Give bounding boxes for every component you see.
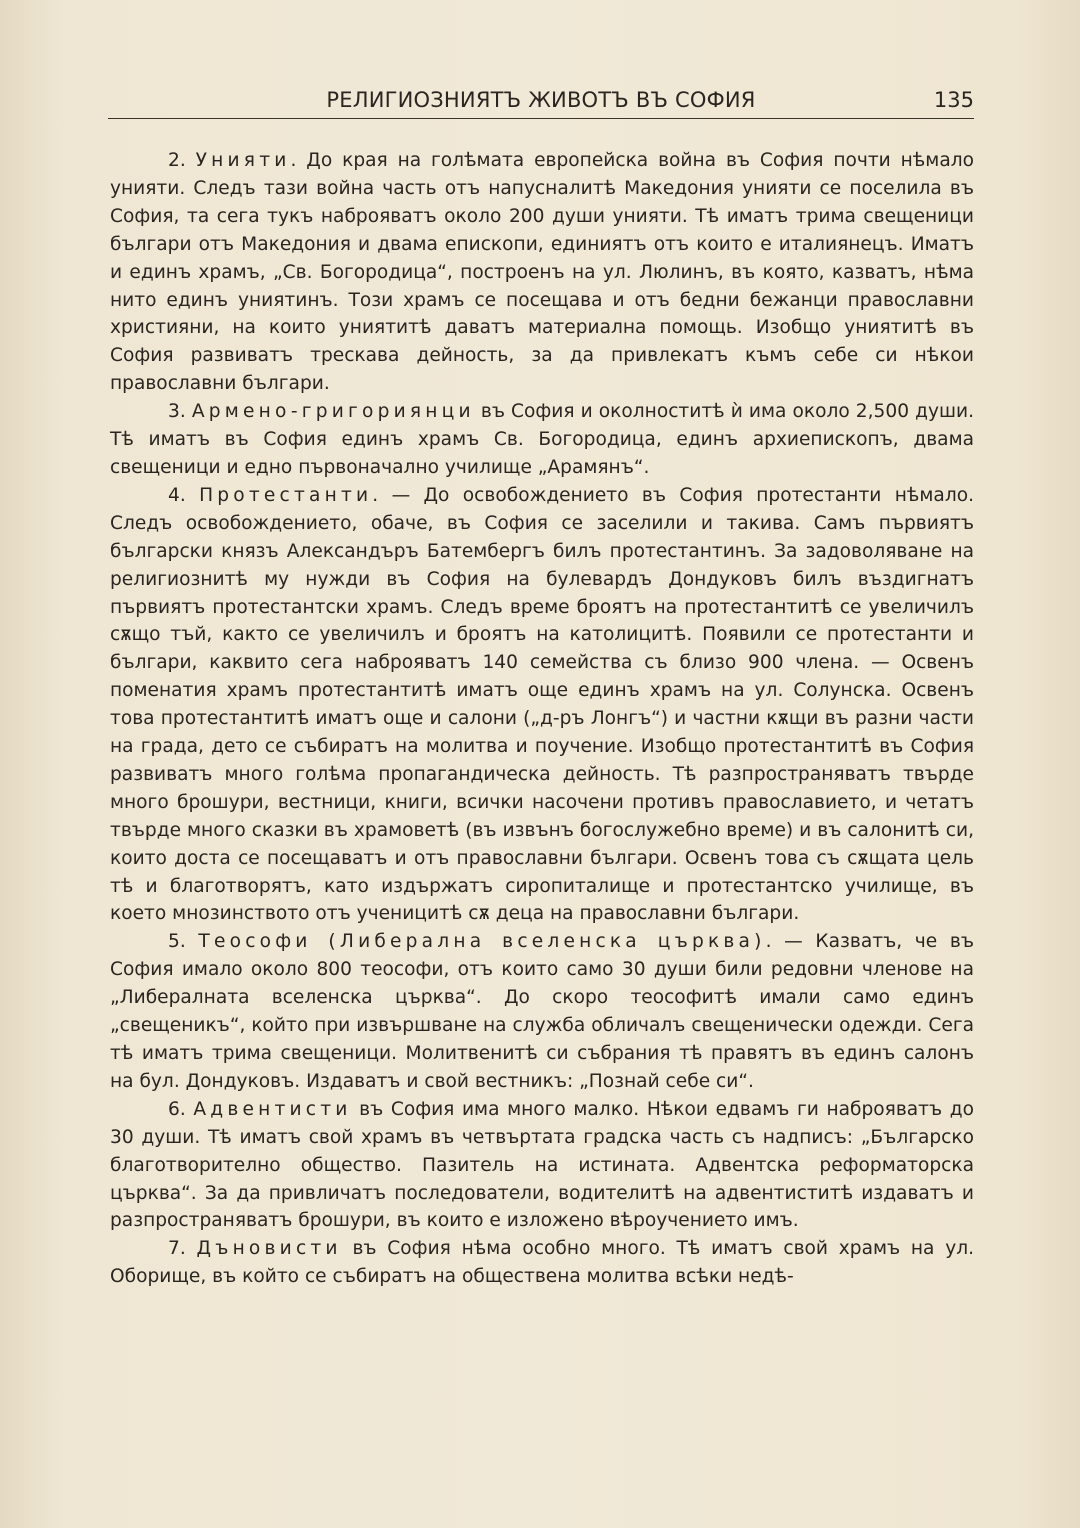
paragraph-armenians xyxy=(110,398,974,482)
section-heading-dunovists: Дъновисти xyxy=(196,1238,342,1260)
paragraph-number: 4. xyxy=(168,484,186,506)
paragraph-text: . — Казватъ, че въ София имало около 800 теософи, отъ които само 30 души били редовни членове на „Либералната вселенска църква“. До скоро теософитѣ имали само единъ „свещеникъ“, който при извършване на служба обличалъ свещенически одежди. Сега тѣ иматъ трима свещеници. Молитвенитѣ си събрания тѣ правятъ въ единъ салонъ на бул. Дондуковъ. Издаватъ и свой вестникъ: „Познай себе си“. xyxy=(110,931,974,1092)
section-heading-uniates: Унияти xyxy=(195,150,291,171)
paragraph-theosophists xyxy=(110,928,974,1095)
paragraph-number: 7. xyxy=(168,1238,186,1260)
paragraph-uniates xyxy=(110,147,974,398)
paragraph-protestants xyxy=(110,482,974,929)
page-number: 135 xyxy=(933,88,974,112)
paragraph-text: въ София нѣма особно много. Тѣ иматъ свой храмъ на ул. Оборище, въ който се събиратъ на обществена молитва всѣки недѣ- xyxy=(110,1238,974,1288)
section-heading-theosophists: Теософи (Либерална вселенска църква) xyxy=(198,931,766,953)
paragraph-text: . До края на голѣмата европейска война въ София почти нѣмало унияти. Следъ тази война часть отъ напусналитѣ Македония унияти се поселила въ София, та сега тукъ наброяватъ около 200 души унияти. Тѣ иматъ трима свещеници българи отъ Македония и двама епископи, единиятъ отъ които е италиянецъ. Иматъ и единъ храмъ, „Св. Богородица“, построенъ на ул. Люлинъ, въ която, казватъ, нѣма нито единъ униятинъ. Този храмъ се посещава и отъ бедни бежанци православни християни, на които униятитѣ даватъ материална помощь. Изобщо униятитѣ въ София развиватъ трескава дейность, за да привлекатъ къмъ себе си нѣкои православни българи. xyxy=(110,150,974,395)
paragraph-number: 6. xyxy=(168,1098,186,1120)
paragraph-number: 5. xyxy=(168,931,186,953)
paragraph-number: 2. xyxy=(168,150,186,171)
paragraph-text: въ София има много малко. Нѣкои едвамъ ги наброяватъ до 30 души. Тѣ иматъ свой храмъ въ четвъртата градска часть съ надписъ: „Българско благотворително общество. Пазитель на истината. Адвентска реформаторска църква“. За да привличатъ последователи, водителитѣ на адвентиститѣ издаватъ и разпространяватъ брошури, въ които е изложено вѣроучението имъ. xyxy=(110,1098,974,1232)
paragraph-text: въ София и околноститѣ ѝ има около 2,500 души. Тѣ иматъ въ София единъ храмъ Св. Богородица, единъ архиепископъ, двама свещеници и едно първоначално училище „Арамянъ“. xyxy=(110,401,974,478)
section-heading-armenians: Арменo-григориянци xyxy=(191,401,475,423)
running-title: РЕЛИГИОЗНИЯТЪ ЖИВОТЪ ВЪ СОФИЯ xyxy=(326,88,756,112)
paragraph-adventists xyxy=(110,1096,974,1236)
section-heading-protestants: Протестанти xyxy=(199,484,373,506)
paragraph-number: 3. xyxy=(168,401,186,423)
paragraph-text: . — До освобождението въ София протестанти нѣмало. Следъ освобождението, обаче, въ София се заселили и такива. Самъ първиятъ български князъ Александъръ Батембергъ билъ протестантинъ. За задоволяване на религиознитѣ му нужди въ София на булевардъ Дондуковъ билъ въздигнатъ първиятъ протестантски храмъ. Следъ време броятъ на протестантитѣ се увеличилъ сѫщо тъй, както се увеличилъ и броятъ на католицитѣ. Появили се протестанти и българи, каквито сега наброяватъ 140 семейства съ близо 900 члена. — Освенъ поменатия храмъ протестантитѣ иматъ още единъ храмъ на ул. Солунска. Освенъ това протестантитѣ иматъ още и салони („д-ръ Лонгъ“) и частни кѫщи въ разни части на града, дето се събиратъ на молитва и поучение. Изобщо протестантитѣ въ София развиватъ много голѣма пропагандическа дейность. Тѣ разпространяватъ твърде много брошури, вестници, книги, всички насочени противъ православието, и четатъ твърде много сказки въ храмоветѣ (въ извънъ богослужебно време) и въ салонитѣ си, които доста се посещаватъ и отъ православни българи. Освенъ това съ сѫщата цель тѣ и благотворятъ, като издържатъ сиропиталище и протестантско училище, въ което мнозинството отъ ученицитѣ сѫ деца на православни българи. xyxy=(110,484,974,925)
body-text xyxy=(110,147,974,1291)
section-heading-adventists: Адвентисти xyxy=(193,1098,352,1120)
paragraph-dunovists xyxy=(110,1235,974,1291)
page-header xyxy=(108,88,974,119)
